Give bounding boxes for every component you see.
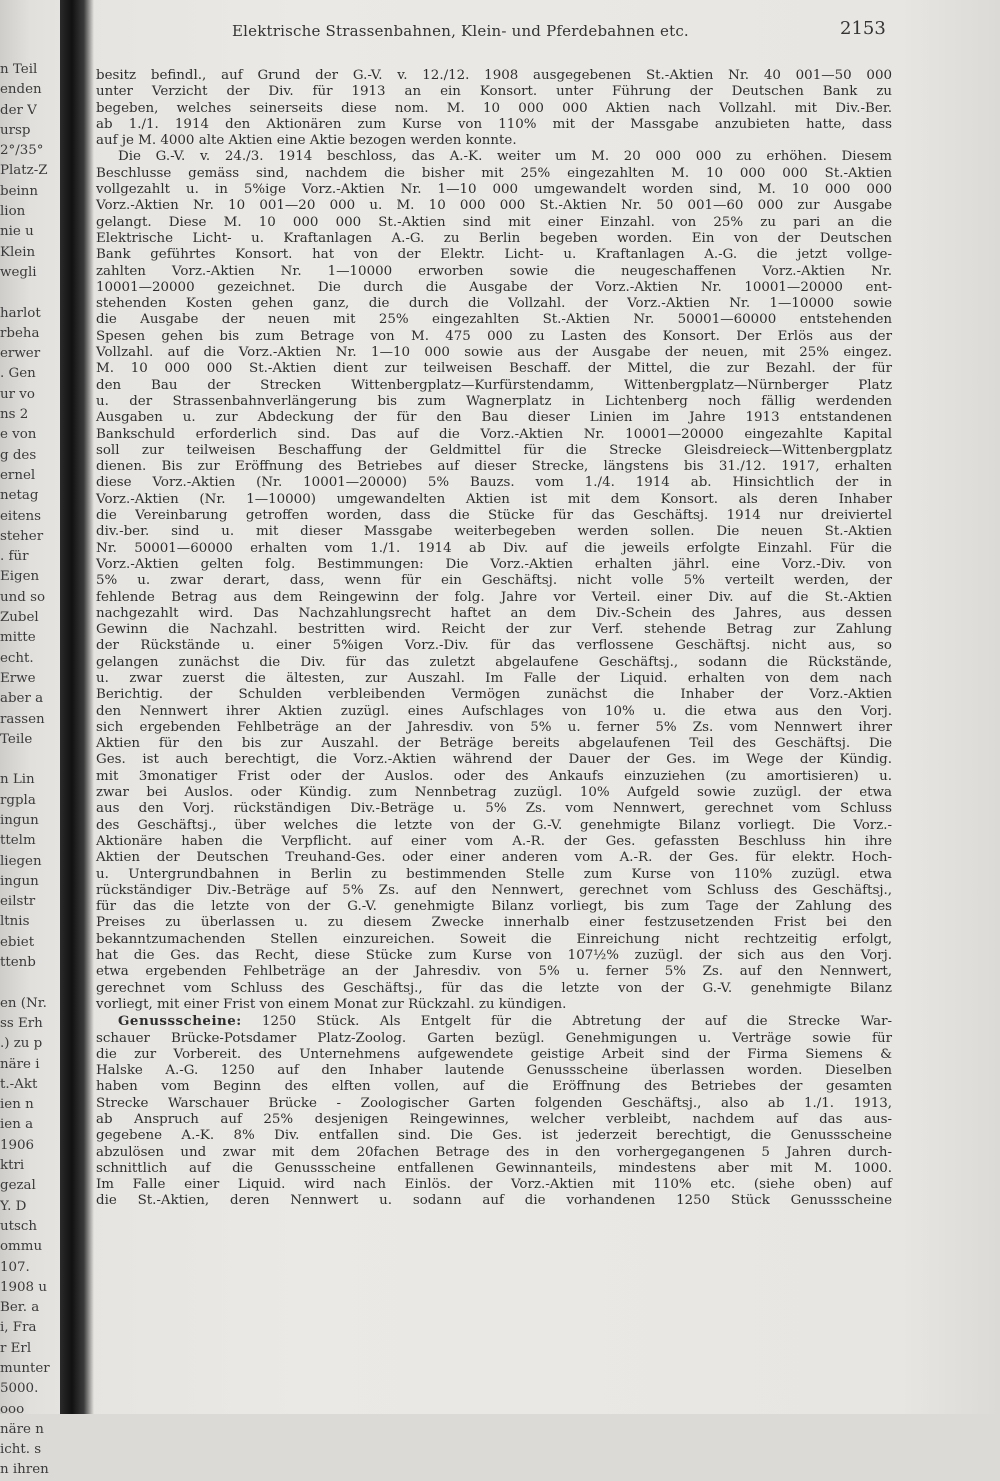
adjacent-page-line: e von <box>0 427 37 443</box>
text-line <box>96 1013 892 1030</box>
text-line: Berichtig. der Schulden verbleibenden Vermögen zunächst die Inhaber der Vorz.-Aktien <box>96 687 892 703</box>
adjacent-page-line: n Lin <box>0 772 35 788</box>
text-line: sich ergebenden Fehlbeträge an der Jahresdiv. von 5% u. ferner 5% Zs. vom Nennwert ihrer <box>96 719 892 735</box>
adjacent-page-line: wegli <box>0 264 37 280</box>
adjacent-page-line: Klein <box>0 244 36 260</box>
text-line: Preises zu überlassen u. zu diesem Zwecke innerhalb einer festzusetzenden Frist bei den <box>96 915 892 931</box>
adjacent-page-line: ingun <box>0 812 39 828</box>
text-line: zahlten Vorz.-Aktien Nr. 1—10000 erworben sowie die neugeschaffenen Vorz.-Aktien Nr. <box>96 263 892 279</box>
adjacent-page-line: harlot <box>0 305 41 321</box>
adjacent-page-line: nie u <box>0 224 34 240</box>
text-line: der Rückstände u. einer 5%igen Vorz.-Div. für das verflossene Geschäftsj. nicht aus, so <box>96 638 892 654</box>
text-line: zwar bei Auslos. oder Kündig. zum Nennbetrag zuzügl. 10% Aufgeld sowie zuzügl. der etwa <box>96 785 892 801</box>
text-line: Aktionäre haben die Verpflicht. auf einer vom A.-R. der Ges. gefassten Beschluss hin ihre <box>96 833 892 849</box>
adjacent-page-line: .) zu p <box>0 1036 43 1052</box>
text-line: Die G.-V. v. 24./3. 1914 beschloss, das A.-K. weiter um M. 20 000 000 zu erhöhen. Diesem <box>118 149 892 165</box>
adjacent-page-line: ttenb <box>0 955 36 971</box>
text-line: des Geschäftsj., über welches die letzte von der G.-V. genehmigte Bilanz vorliegt. Die Vorz.- <box>96 817 892 833</box>
text-line: hat die Ges. das Recht, diese Stücke zum Kurse von 107½% zuzügl. der sich aus den Vorj. <box>96 948 892 964</box>
text-line: Ges. ist auch berechtigt, die Vorz.-Aktien während der Dauer der Ges. im Wege der Kündig. <box>96 752 892 768</box>
text-line: Im Falle einer Liquid. wird nach Einlös. der Vorz.-Aktien mit 110% etc. (siehe oben) auf <box>96 1177 892 1193</box>
text-line: gelangen zunächst die Div. für das zuletzt abgelaufene Geschäftsj., sodann die Rückstände, <box>96 654 892 670</box>
text-line: schauer Brücke-Potsdamer Platz-Zoolog. Garten bezügl. Genehmigungen u. Verträge sowie für <box>96 1030 892 1046</box>
adjacent-page-line: 2°/35° <box>0 143 44 159</box>
text-line: Elektrische Licht- u. Kraftanlagen A.-G. zu Berlin begeben worden. Ein von der Deutschen <box>96 230 892 246</box>
text-line: gelangt. Diese M. 10 000 000 St.-Aktien sind mit einer Einzahl. von 25% zu pari an die <box>96 214 892 230</box>
adjacent-page-line: rbeha <box>0 325 40 341</box>
adjacent-page-line <box>0 973 62 993</box>
adjacent-page-line: ooo <box>0 1401 25 1417</box>
adjacent-page-line: Eigen <box>0 569 40 585</box>
text-line: aus den Vorj. rückständigen Div.-Beträge u. 5% Zs. vom Nennwert, gerechnet vom Schluss <box>96 801 892 817</box>
text-line: Aktien der Deutschen Treuhand-Ges. oder einer anderen vom A.-R. der Ges. für elektr. Hoch- <box>96 850 892 866</box>
adjacent-page-line: ns 2 <box>0 407 29 423</box>
adjacent-page-line: Zubel <box>0 610 39 626</box>
adjacent-page-line: lion <box>0 204 26 220</box>
adjacent-page-line: ur vo <box>0 386 35 402</box>
adjacent-page-line: 5000. <box>0 1381 39 1397</box>
adjacent-page-line: i, Fra <box>0 1320 37 1336</box>
text-line: auf je M. 4000 alte Aktien eine Aktie bezogen werden konnte. <box>96 133 517 149</box>
book-gutter-shadow <box>60 0 94 1414</box>
text-line: Bank geführtes Konsort. hat von der Elektr. Licht- u. Kraftanlagen A.-G. die jetzt vollge- <box>96 247 892 263</box>
adjacent-page-line: netag <box>0 488 39 504</box>
text-line: Beschlusse gemäss sind, nachdem die bisher mit 25% eingezahlten M. 10 000 000 St.-Aktien <box>96 165 892 181</box>
text-line: u. der Strassenbahnverlängerung bis zum Wagnerplatz in Lichtenberg noch fällig werdenden <box>96 393 892 409</box>
adjacent-page-line: mitte <box>0 630 36 646</box>
text-line: rückständiger Div.-Beträge auf 5% Zs. auf den Nennwert, gerechnet vom Schluss des Geschäftsj., <box>96 882 892 898</box>
adjacent-page-line: Y. D <box>0 1198 27 1214</box>
text-line-rest: 1250 Stück. Als Entgelt für die Abtretung der auf die Strecke War- <box>241 1014 892 1030</box>
text-line: soll zur teilweisen Beschaffung der Geldmittel für die Strecke Gleisdreieck—Wittenbergplatz <box>96 442 892 458</box>
text-line: Gewinn die Nachzahl. bestritten wird. Reicht der zur Verf. stehende Betrag zur Zahlung <box>96 622 892 638</box>
text-line: M. 10 000 000 St.-Aktien dient zur teilweisen Beschaff. der Mittel, die zur Bezahl. der für <box>96 361 892 377</box>
text-line: begeben, welches seinerseits diese nom. M. 10 000 000 Aktien nach Vollzahl. mit Div.-Ber. <box>96 100 892 116</box>
body-text <box>96 68 892 1210</box>
text-line: Vorz.-Aktien gelten folg. Bestimmungen: Die Vorz.-Aktien erhalten jährl. eine Vorz.-Div. von <box>96 556 892 572</box>
text-line: fehlende Betrag aus dem Reingewinn der folg. Jahre vor Verteil. einer Div. auf die St.-Aktien <box>96 589 892 605</box>
text-line: Strecke Warschauer Brücke - Zoologischer Garten folgenden Geschäftsj., also ab 1./1. 1913, <box>96 1095 892 1111</box>
adjacent-page-line: g des <box>0 447 37 463</box>
text-line: für das die letzte von der G.-V. genehmigte Bilanz vorliegt, bis zum Tage der Zahlung des <box>96 899 892 915</box>
adjacent-page-line: rassen <box>0 711 45 727</box>
text-line: u. Untergrundbahnen in Berlin zu bestimmenden Stelle zum Kurse von 110% zuzügl. etwa <box>96 866 892 882</box>
adjacent-page-line: n Teil <box>0 62 38 77</box>
text-line: gerechnet vom Schluss des Geschäftsj., für das die letzte von der G.-V. genehmigte Bilanz <box>96 980 892 996</box>
adjacent-page-line: ltnis <box>0 914 30 930</box>
adjacent-page-line: Erwe <box>0 670 36 686</box>
adjacent-page-line: ursp <box>0 122 31 138</box>
text-line: div.-ber. sind u. mit dieser Massgabe weiterbegeben werden sollen. Die neuen St.-Aktien <box>96 524 892 540</box>
adjacent-page-line: näre i <box>0 1056 40 1072</box>
adjacent-page-line: erwer <box>0 346 41 362</box>
text-line: nachgezahlt wird. Das Nachzahlungsrecht haftet an dem Div.-Schein des Jahres, aus dessen <box>96 605 892 621</box>
adjacent-page-line: r Erl <box>0 1340 32 1356</box>
adjacent-page-line: gezal <box>0 1178 36 1194</box>
text-line: den Nennwert ihrer Aktien zuzügl. eines Aufschlages von 10% u. die etwa aus den Vorj. <box>96 703 892 719</box>
text-line: u. zwar zuerst die ältesten, zur Auszahl. Im Falle der Liquid. erhalten von dem nach <box>96 670 892 686</box>
text-line: die St.-Aktien, deren Nennwert u. sodann auf die vorhandenen 1250 Stück Genussscheine <box>96 1193 892 1209</box>
adjacent-page-line: beinn <box>0 183 39 199</box>
text-line: ab Anspruch auf 25% desjenigen Reingewinnes, welcher verbleibt, nachdem auf das aus- <box>96 1112 892 1127</box>
adjacent-page-line: enden <box>0 82 42 98</box>
text-line: Bankschuld erforderlich sind. Das auf die Vorz.-Aktien Nr. 10001—20000 eingezahlte Kapital <box>96 426 892 442</box>
adjacent-page-line: ommu <box>0 1239 43 1255</box>
adjacent-page-line: 1906 <box>0 1137 35 1153</box>
text-line: stehenden Kosten gehen ganz, die durch die Vollzahl. der Vorz.-Aktien Nr. 1—10000 sowie <box>96 296 892 312</box>
text-line: dienen. Bis zur Eröffnung des Betriebes auf dieser Strecke, längstens bis 31./12. 1917, erhalten <box>96 459 892 475</box>
adjacent-page-line: echt. <box>0 650 34 666</box>
adjacent-page-line: munter <box>0 1361 50 1376</box>
text-line: den Bau der Strecken Wittenbergplatz—Kurfürstendamm, Wittenbergplatz—Nürnberger Platz <box>96 377 892 393</box>
adjacent-page-line: liegen <box>0 853 42 869</box>
text-line: Vollzahl. auf die Vorz.-Aktien Nr. 1—10 000 sowie aus der Ausgabe der neuen, mit 25% eingez. <box>96 345 892 361</box>
adjacent-page-line: aber a <box>0 691 44 707</box>
text-line: Halske A.-G. 1250 auf den Inhaber lautende Genussscheine überlassen worden. Dieselben <box>96 1063 892 1079</box>
text-line: 5% u. zwar derart, dass, wenn für ein Geschäftsj. nicht volle 5% verteilt werden, der <box>96 573 892 589</box>
text-line: ab 1./1. 1914 den Aktionären zum Kurse von 110% mit der Massgabe anzubieten hatte, dass <box>96 116 892 132</box>
adjacent-page-line <box>0 283 62 303</box>
text-line: schnittlich auf die Genussscheine entfallenen Gewinnanteils, mindestens aber mit M. 1000. <box>96 1160 892 1176</box>
adjacent-page-line: t.-Akt <box>0 1076 38 1092</box>
text-line: die Vereinbarung getroffen worden, dass die Stücke für das Geschäftsj. 1914 nur dreiviertel <box>96 508 892 524</box>
running-title: Elektrische Strassenbahnen, Klein- und Pferdebahnen etc. <box>232 22 689 40</box>
adjacent-page-line: näre n <box>0 1421 44 1437</box>
text-line: haben vom Beginn des elften vollen, auf die Eröffnung des Betriebes der gesamten <box>96 1079 892 1095</box>
adjacent-page-margin <box>0 60 62 1478</box>
adjacent-page-line: eilstr <box>0 894 36 910</box>
adjacent-page-line: und so <box>0 589 46 605</box>
adjacent-page-line: ien n <box>0 1097 34 1113</box>
text-line: die Ausgabe der neuen mit 25% eingezahlten St.-Aktien Nr. 50001—60000 entstehenden <box>96 312 892 328</box>
text-line: abzulösen und zwar mit dem 20fachen Betrage des in den vorhergegangenen 5 Jahren durch- <box>96 1144 892 1160</box>
text-line: die zur Vorbereit. des Unternehmens aufgewendete geistige Arbeit sind der Firma Siemens & <box>96 1046 892 1062</box>
adjacent-page-line: ingun <box>0 873 39 889</box>
adjacent-page-line: ktri <box>0 1158 25 1174</box>
adjacent-page-line: der V <box>0 102 37 118</box>
adjacent-page-line: . für <box>0 549 29 565</box>
section-heading-genussscheine: Genussscheine: <box>118 1013 242 1030</box>
text-line: unter Verzicht der Div. für 1913 an ein Konsort. unter Führung der Deutschen Bank zu <box>96 84 892 100</box>
adjacent-page-line: eitens <box>0 508 42 524</box>
adjacent-page-line: Platz-Z <box>0 163 48 179</box>
text-line: Vorz.-Aktien (Nr. 1—10000) umgewandelten Aktien ist mit dem Konsort. als deren Inhaber <box>96 491 892 507</box>
text-line: 10001—20000 gezeichnet. Die durch die Ausgabe der Vorz.-Aktien Nr. 10001—20000 ent- <box>96 279 892 295</box>
adjacent-page-line: steher <box>0 528 44 544</box>
adjacent-page-line: ss Erh <box>0 1015 43 1031</box>
adjacent-page-line: rgpla <box>0 792 36 808</box>
adjacent-page-line: utsch <box>0 1218 38 1234</box>
adjacent-page-line: ien a <box>0 1117 34 1133</box>
page-number: 2153 <box>840 18 886 39</box>
text-line: besitz befindl., auf Grund der G.-V. v. 12./12. 1908 ausgegebenen St.-Aktien Nr. 40 001—50 000 <box>96 68 892 83</box>
text-line: bekanntzumachenden Stellen einzureichen. Soweit die Einreichung nicht rechtzeitig erfolgt, <box>96 931 892 947</box>
text-line: gegebene A.-K. 8% Div. entfallen sind. Die Ges. ist jederzeit berechtigt, die Genussscheine <box>96 1128 892 1144</box>
text-line: Aktien für den bis zur Auszahl. der Beträge bereits abgelaufenen Teil des Geschäftsj. Die <box>96 736 892 752</box>
text-line: vorliegt, mit einer Frist von einem Monat zur Rückzahl. zu kündigen. <box>96 996 567 1012</box>
text-line: Spesen gehen bis zum Betrage von M. 475 000 zu Lasten des Konsort. Der Erlös aus der <box>96 328 892 344</box>
text-line: etwa ergebenden Fehlbeträge an der Jahresdiv. von 5% u. ferner 5% Zs. auf den Nennwert, <box>96 964 892 980</box>
adjacent-page-line: 107. <box>0 1259 30 1275</box>
text-line: diese Vorz.-Aktien (Nr. 10001—20000) 5% Bauzs. vom 1./4. 1914 ab. Hinsichtlich der in <box>96 475 892 491</box>
adjacent-page-line: ernel <box>0 467 36 483</box>
text-line: mit 3monatiger Frist oder der Auslos. oder des Ankaufs einzuziehen (zu amortisieren) u. <box>96 768 892 784</box>
adjacent-page-line: icht. s <box>0 1442 42 1458</box>
adjacent-page-line <box>0 750 62 770</box>
adjacent-page-line: 1908 u <box>0 1279 47 1295</box>
adjacent-page-line: ttelm <box>0 833 36 849</box>
adjacent-page-line: Teile <box>0 731 33 747</box>
text-line: Nr. 50001—60000 erhalten vom 1./1. 1914 ab Div. auf die jeweils erfolgte Einzahl. Für die <box>96 540 892 556</box>
text-line: vollgezahlt u. in 5%ige Vorz.-Aktien Nr. 1—10 000 umgewandelt worden sind, M. 10 000 000 <box>96 182 892 198</box>
text-line: Ausgaben u. zur Abdeckung der für den Bau dieser Linien im Jahre 1913 entstandenen <box>96 410 892 426</box>
adjacent-page-line: . Gen <box>0 366 36 382</box>
adjacent-page-line: ebiet <box>0 934 35 950</box>
adjacent-page-line: n ihren <box>0 1462 49 1478</box>
text-line: Vorz.-Aktien Nr. 10 001—20 000 u. M. 10 000 000 St.-Aktien Nr. 50 001—60 000 zur Ausgabe <box>96 198 892 214</box>
adjacent-page-line: Ber. a <box>0 1300 40 1316</box>
adjacent-page-line: en (Nr. <box>0 995 47 1011</box>
